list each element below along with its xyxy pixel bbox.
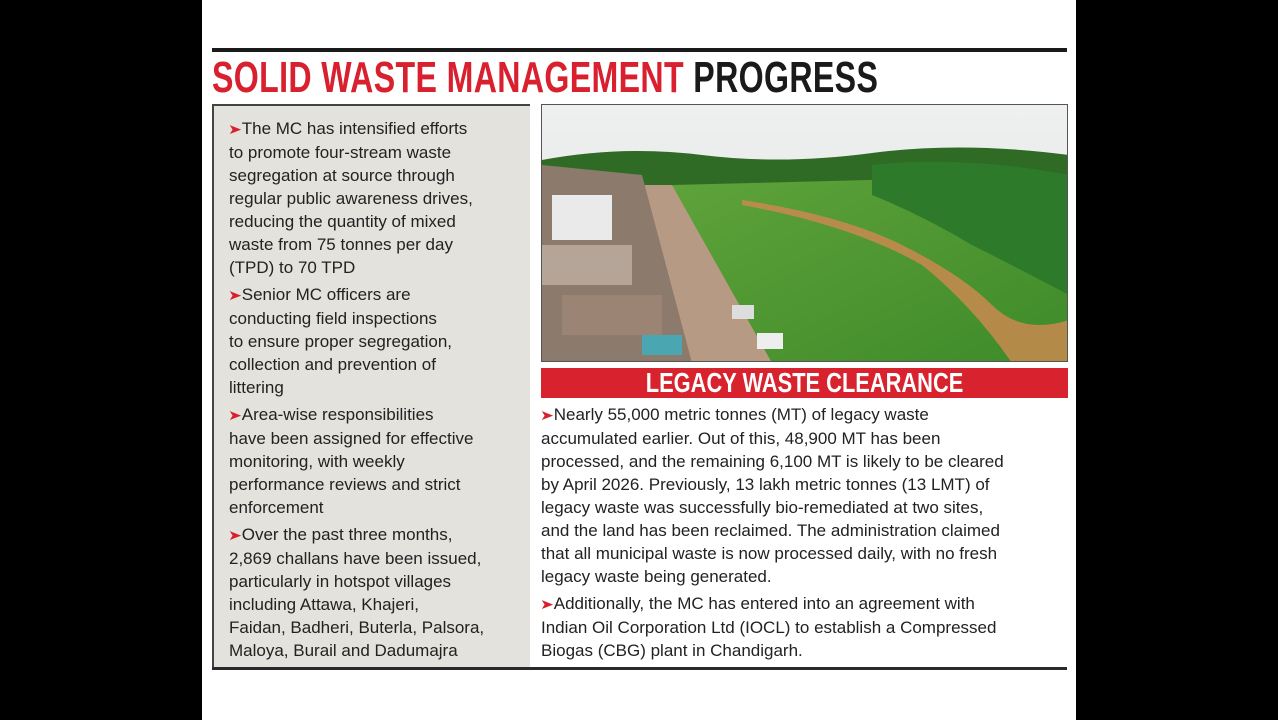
right-bullets: [541, 403, 1004, 666]
bullet-line: [229, 473, 484, 496]
line-text: littering: [229, 378, 284, 397]
bullet-line: [229, 210, 484, 233]
bullet-line: [229, 547, 484, 570]
bullet-item: [229, 523, 484, 662]
bullet-line: [229, 376, 484, 399]
line-text: reducing the quantity of mixed: [229, 212, 456, 231]
line-text: legacy waste being generated.: [541, 567, 772, 586]
line-text: Nearly 55,000 metric tonnes (MT) of legacy waste: [553, 405, 929, 424]
banner-label: LEGACY WASTE CLEARANCE: [645, 367, 964, 398]
bullet-line: [541, 639, 1004, 662]
arrow-bullet-icon: ➤: [227, 121, 242, 137]
line-text: segregation at source through: [229, 166, 455, 185]
bullet-line: [229, 403, 484, 427]
bullet-line: [541, 403, 1004, 427]
line-text: by April 2026. Previously, 13 lakh metric tonnes (13 LMT) of: [541, 475, 990, 494]
left-bullets: [229, 117, 484, 666]
bullet-line: [541, 592, 1004, 616]
headline-red: SOLID WASTE MANAGEMENT: [212, 53, 684, 102]
bullet-line: [229, 523, 484, 547]
line-text: and the land has been reclaimed. The administration claimed: [541, 521, 1000, 540]
line-text: particularly in hotspot villages: [229, 572, 452, 591]
line-text: Area-wise responsibilities: [241, 405, 434, 424]
line-text: including Attawa, Khajeri,: [229, 595, 419, 614]
bullet-line: [541, 427, 1004, 450]
line-text: have been assigned for effective: [229, 429, 474, 448]
bullet-line: [229, 450, 484, 473]
bullet-line: [541, 519, 1004, 542]
headline-black: PROGRESS: [693, 53, 879, 102]
bottom-rule: [212, 667, 1067, 670]
bullet-line: [229, 283, 484, 307]
bullet-line: [541, 542, 1004, 565]
line-text: 2,869 challans have been issued,: [229, 549, 482, 568]
line-text: enforcement: [229, 498, 324, 517]
bullet-line: [229, 427, 484, 450]
bullet-line: [229, 307, 484, 330]
bullet-line: [229, 256, 484, 279]
bullet-item: [541, 403, 1004, 588]
line-text: to ensure proper segregation,: [229, 332, 453, 351]
section-banner: [541, 368, 1068, 398]
line-text: Additionally, the MC has entered into an agreement with: [553, 594, 975, 613]
line-text: accumulated earlier. Out of this, 48,900 MT has been: [541, 429, 941, 448]
bullet-line: [229, 141, 484, 164]
bullet-line: [541, 473, 1004, 496]
line-text: to promote four-stream waste: [229, 143, 452, 162]
bullet-line: [541, 565, 1004, 588]
line-text: monitoring, with weekly: [229, 452, 405, 471]
line-text: conducting field inspections: [229, 309, 437, 328]
line-text: Biogas (CBG) plant in Chandigarh.: [541, 641, 803, 660]
arrow-bullet-icon: ➤: [539, 407, 554, 423]
bullet-item: [229, 283, 484, 399]
bullet-line: [541, 450, 1004, 473]
arrow-bullet-icon: ➤: [227, 287, 242, 303]
line-text: processed, and the remaining 6,100 MT is likely to be cleared: [541, 452, 1004, 471]
bullet-item: [229, 117, 484, 279]
bullet-line: [229, 593, 484, 616]
news-graphic: [202, 0, 1076, 720]
bullet-line: [229, 353, 484, 376]
arrow-bullet-icon: ➤: [539, 596, 554, 612]
arrow-bullet-icon: ➤: [227, 527, 242, 543]
bullet-line: [229, 164, 484, 187]
bullet-line: [229, 639, 484, 662]
line-text: performance reviews and strict: [229, 475, 461, 494]
bullet-line: [229, 496, 484, 519]
bullet-line: [229, 570, 484, 593]
line-text: collection and prevention of: [229, 355, 436, 374]
bullet-item: [541, 592, 1004, 662]
bullet-line: [229, 330, 484, 353]
line-text: Over the past three months,: [241, 525, 453, 544]
line-text: (TPD) to 70 TPD: [229, 258, 356, 277]
line-text: The MC has intensified efforts: [241, 119, 468, 138]
landfill-photo: [541, 104, 1068, 362]
line-text: regular public awareness drives,: [229, 189, 473, 208]
line-text: that all municipal waste is now processed daily, with no fresh: [541, 544, 998, 563]
line-text: waste from 75 tonnes per day: [229, 235, 453, 254]
top-rule: [212, 48, 1067, 52]
line-text: Indian Oil Corporation Ltd (IOCL) to establish a Compressed: [541, 618, 997, 637]
headline: [212, 54, 878, 102]
line-text: Maloya, Burail and Dadumajra: [229, 641, 458, 660]
bullet-line: [229, 187, 484, 210]
line-text: Faidan, Badheri, Buterla, Palsora,: [229, 618, 485, 637]
arrow-bullet-icon: ➤: [227, 407, 242, 423]
bullet-line: [541, 616, 1004, 639]
bullet-item: [229, 403, 484, 519]
bullet-line: [229, 616, 484, 639]
photo-illustration: [542, 105, 1068, 362]
line-text: Senior MC officers are: [241, 285, 411, 304]
line-text: legacy waste was successfully bio-remediated at two sites,: [541, 498, 984, 517]
bullet-line: [229, 233, 484, 256]
bullet-line: [229, 117, 484, 141]
bullet-line: [541, 496, 1004, 519]
